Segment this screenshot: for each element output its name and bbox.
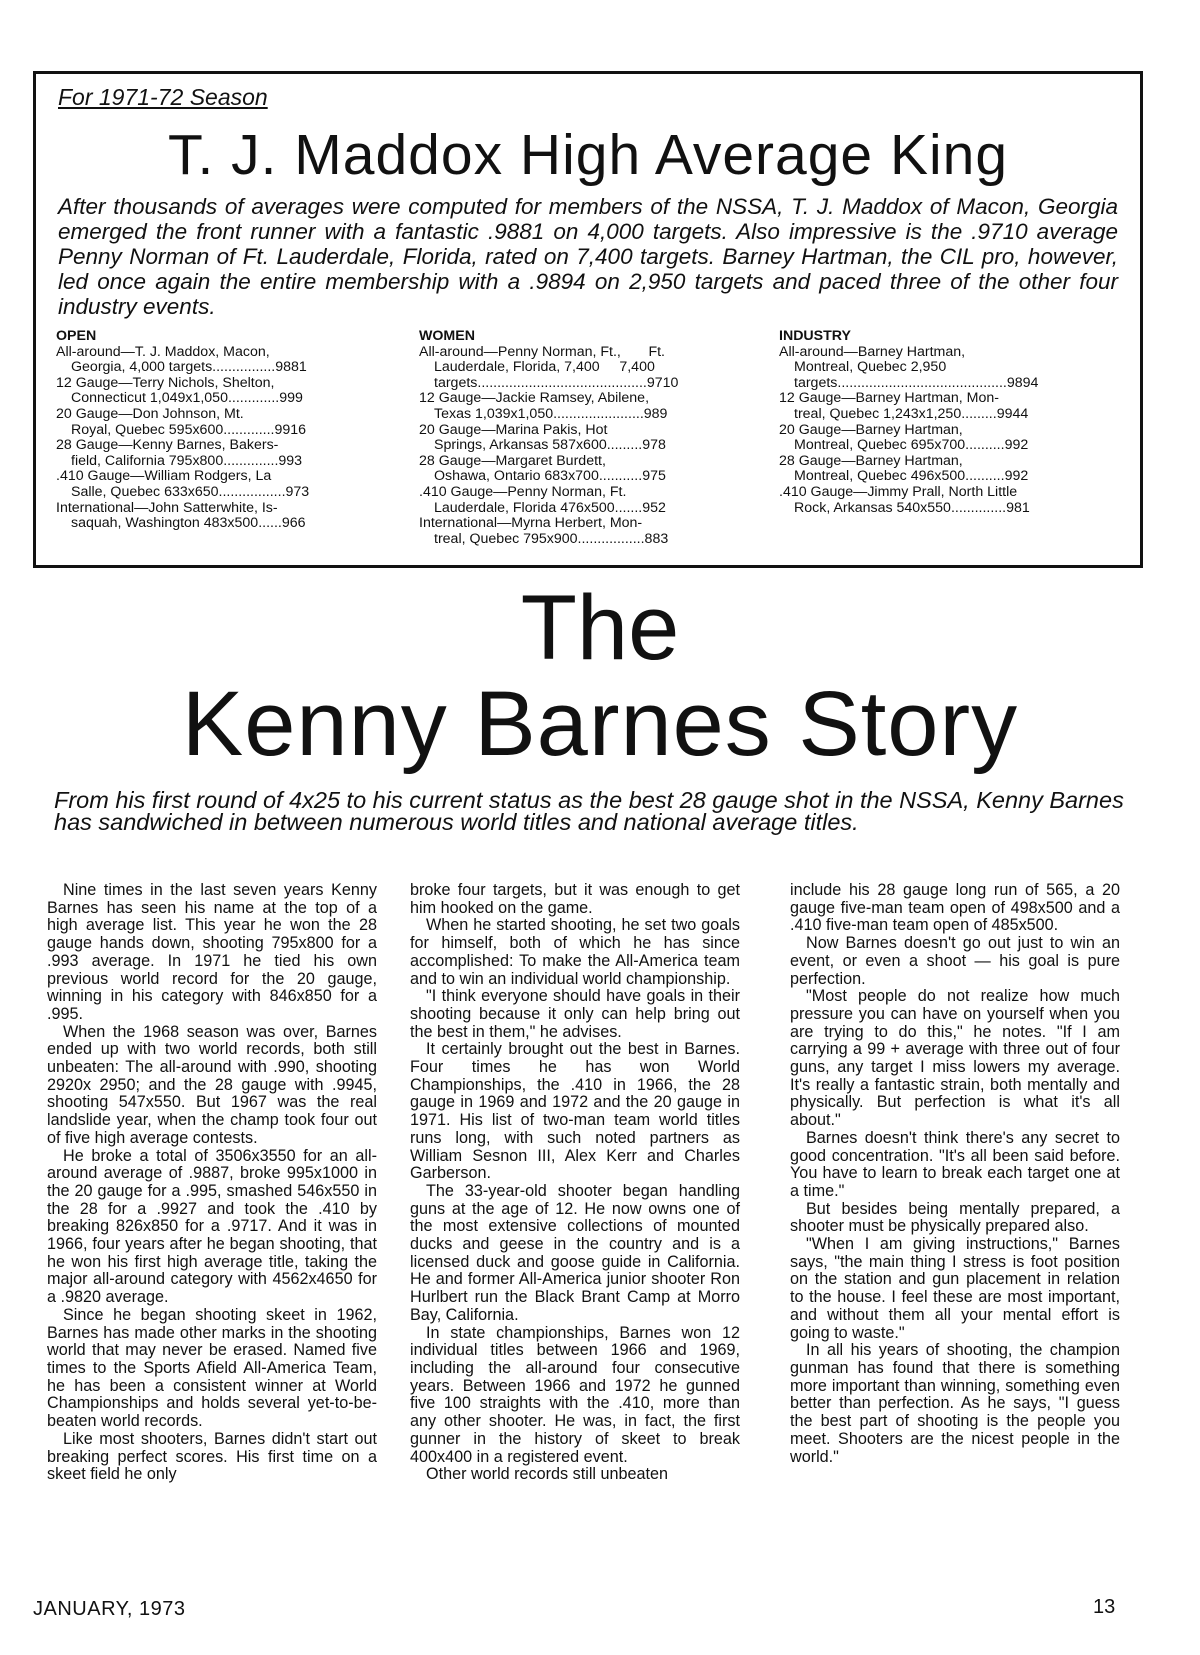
article-column-2 <box>410 882 740 1484</box>
result-line: Springs, Arkansas 587x600.........978 <box>434 437 666 454</box>
result-line: treal, Quebec 1,243x1,250.........9944 <box>794 405 1029 422</box>
article-paragraph: When the 1968 season was over, Barnes ended up with two world records, both still unbeaten: The all-around with .990, shooting 2920x 2950; and the 28 gauge with .9945, shooting 547x550. But 1967 was the real landslide year, when the champ took four out of five high average contests. <box>47 1022 377 1147</box>
sidebar-kicker: For 1971-72 Season <box>58 84 268 110</box>
page-number: 13 <box>1093 1596 1116 1618</box>
article-column-1 <box>47 882 377 1484</box>
result-line: International—Myrna Herbert, Mon- <box>419 515 643 532</box>
article-paragraph: But besides being mentally prepared, a shooter must be physically prepared also. <box>790 1199 1120 1236</box>
result-line: Lauderdale, Florida, 7,400 7,400 <box>434 359 655 376</box>
result-line: saquah, Washington 483x500......966 <box>71 515 306 532</box>
results-list <box>779 345 1099 517</box>
results-heading: OPEN <box>56 328 97 344</box>
article-paragraph: He broke a total of 3506x3550 for an all-around average of .9887, broke 995x1000 in the 20 gauge for a .995, smashed 546x550 in the 28 for a .9927 and took the .410 by breaking 826x850 for a .9717. And it was in 1966, four years after he began shooting, that he won his first high average title, taking the major all-around category with 4562x4650 for a .9820 average. <box>47 1146 377 1307</box>
article-title-line1: The <box>520 577 680 679</box>
result-line: targets...........................................9894 <box>794 374 1039 391</box>
result-line: Montreal, Quebec 695x700..........992 <box>794 437 1029 454</box>
result-line: Connecticut 1,049x1,050.............999 <box>71 390 303 407</box>
result-line: targets...........................................9710 <box>434 374 679 391</box>
result-line: 12 Gauge—Terry Nichols, Shelton, <box>56 374 275 391</box>
result-line: Oshawa, Ontario 683x700...........975 <box>434 468 666 485</box>
result-line: Lauderdale, Florida 476x500.......952 <box>434 499 666 516</box>
result-line: 28 Gauge—Barney Hartman, <box>779 452 963 469</box>
results-open <box>56 329 376 532</box>
results-women <box>419 329 739 547</box>
article-paragraph: In all his years of shooting, the champion gunman has found that there is something more important than winning, something even better than perfection. As he says, "I guess the best part of shooting is the people you meet. Shooters are the nicest people in the world." <box>790 1341 1120 1466</box>
sidebar-intro: After thousands of averages were computed for members of the NSSA, T. J. Maddox of Macon, Georgia emerged the front runner with a fantastic .9881 on 4,000 targets. Also impressive is the .9710 average Penny Norman of Ft. Lauderdale, Florida, rated on 7,400 targets. Barney Hartman, the CIL pro, however, led once again the entire membership with a .9894 on 2,950 targets and paced three of the other four industry events. <box>58 194 1118 319</box>
results-heading: INDUSTRY <box>779 328 851 344</box>
result-line: Salle, Quebec 633x650.................973 <box>71 483 310 500</box>
article-paragraph: "When I am giving instructions," Barnes says, "the main thing I stress is foot position on the station and gun placement in relation to the house. I feel these are most important, and without them all your mental effort is going to waste." <box>790 1235 1120 1342</box>
result-line: 28 Gauge—Kenny Barnes, Bakers- <box>56 437 279 454</box>
result-line: 20 Gauge—Marina Pakis, Hot <box>419 421 608 438</box>
result-line: 20 Gauge—Barney Hartman, <box>779 421 963 438</box>
result-line: treal, Quebec 795x900.................883 <box>434 530 669 547</box>
sidebar-headline: T. J. Maddox High Average King <box>167 123 1009 187</box>
result-line: All-around—Penny Norman, Ft., Ft. <box>419 343 666 360</box>
results-list <box>56 345 376 532</box>
result-line: Texas 1,039x1,050.......................989 <box>434 405 668 422</box>
result-line: 20 Gauge—Don Johnson, Mt. <box>56 405 244 422</box>
article-paragraph: Now Barnes doesn't go out just to win an event, or even a shoot — his goal is pure perfection. <box>790 934 1120 988</box>
article-paragraph: Since he began shooting skeet in 1962, Barnes has made other marks in the shooting world that may never be erased. Named five times to the Sports Afield All-America Team, he has been a consistent winner at World Championships and holds several yet-to-be-beaten world records. <box>47 1305 377 1431</box>
result-line: 12 Gauge—Jackie Ramsey, Abilene, <box>419 390 650 407</box>
result-line: 28 Gauge—Margaret Burdett, <box>419 452 606 469</box>
result-line: .410 Gauge—William Rodgers, La <box>56 468 272 485</box>
result-line: .410 Gauge—Jimmy Prall, North Little <box>779 483 1018 500</box>
article-paragraph: Nine times in the last seven years Kenny Barnes has seen his name at the top of a high average list. This year he won the 28 gauge hands down, shooting 795x800 for a .993 average. In 1971 he tied his own previous world record for the 20 gauge, winning in his category with 846x850 for a .995. <box>47 881 377 1023</box>
result-line: All-around—Barney Hartman, <box>779 343 966 360</box>
article-paragraph: Other world records still unbeaten <box>426 1465 669 1484</box>
article-deck: From his first round of 4x25 to his current status as the best 28 gauge shot in the NSSA, Kenny Barnes has sandwiched in between numerous world titles and national average titles. <box>54 787 1124 835</box>
article-paragraph: include his 28 gauge long run of 565, a 20 gauge five-man team open of 498x500 and a .410 five-man team open of 485x500. <box>790 881 1120 935</box>
article-paragraph: It certainly brought out the best in Barnes. Four times he has won World Championships, the .410 in 1966, the 28 gauge in 1969 and 1972 and the 20 gauge in 1971. His list of two-man team world titles runs long, with such noted partners as William Sesnon III, Alex Kerr and Charles Garberson. <box>410 1040 740 1183</box>
article-title-line2: Kenny Barnes Story <box>181 673 1019 775</box>
result-line: International—John Satterwhite, Is- <box>56 499 278 516</box>
result-line: Georgia, 4,000 targets................9881 <box>71 359 307 376</box>
result-line: Montreal, Quebec 2,950 <box>794 359 947 376</box>
article-paragraph: When he started shooting, he set two goals for himself, both of which he has since accomplished: To make the All-America team and to win an individual world championship. <box>410 916 740 988</box>
result-line: 12 Gauge—Barney Hartman, Mon- <box>779 390 1000 407</box>
results-industry <box>779 329 1099 516</box>
article-paragraph: "Most people do not realize how much pressure you can have on yourself when you are trying to do this," he notes. "If I am carrying a 99 + average with three out of four guns, any target I miss lowers my average. It's really a fantastic strain, both mentally and physically. But perfection is what it's all about." <box>790 987 1120 1130</box>
article-paragraph: In state championships, Barnes won 12 individual titles between 1966 and 1969, including the all-around four consecutive years. Between 1966 and 1972 he gunned five 100 straights with the .410, more than any other shooter. He was, in fact, the first gunner in the history of skeet to break 400x400 in a registered event. <box>410 1323 740 1466</box>
article-paragraph: Barnes doesn't think there's any secret to good concentration. "It's all been said before. You have to learn to break each target one at a time." <box>790 1128 1120 1200</box>
result-line: Royal, Quebec 595x600.............9916 <box>71 421 307 438</box>
result-line: Montreal, Quebec 496x500..........992 <box>794 468 1029 485</box>
issue-date: JANUARY, 1973 <box>33 1598 186 1620</box>
article-column-3 <box>790 882 1120 1466</box>
article-paragraph: broke four targets, but it was enough to get him hooked on the game. <box>410 881 740 917</box>
results-list <box>419 345 739 548</box>
result-line: .410 Gauge—Penny Norman, Ft. <box>419 483 627 500</box>
article-paragraph: Like most shooters, Barnes didn't start out breaking perfect scores. His first time on a skeet field he only <box>47 1429 377 1484</box>
result-line: field, California 795x800..............993 <box>71 452 303 469</box>
result-line: Rock, Arkansas 540x550..............981 <box>794 499 1030 516</box>
article-paragraph: The 33-year-old shooter began handling guns at the age of 12. He now owns one of the most extensive collections of mounted ducks and geese in the country and is a licensed duck and goose guide in California. He and former All-America junior shooter Ron Hurlbert run the Black Brant Camp at Morro Bay, California. <box>410 1181 740 1324</box>
article-paragraph: "I think everyone should have goals in their shooting because it only can help bring out the best in them," he advises. <box>410 987 740 1041</box>
results-heading: WOMEN <box>419 328 475 344</box>
result-line: All-around—T. J. Maddox, Macon, <box>56 343 270 360</box>
sidebar-box <box>33 71 1143 568</box>
